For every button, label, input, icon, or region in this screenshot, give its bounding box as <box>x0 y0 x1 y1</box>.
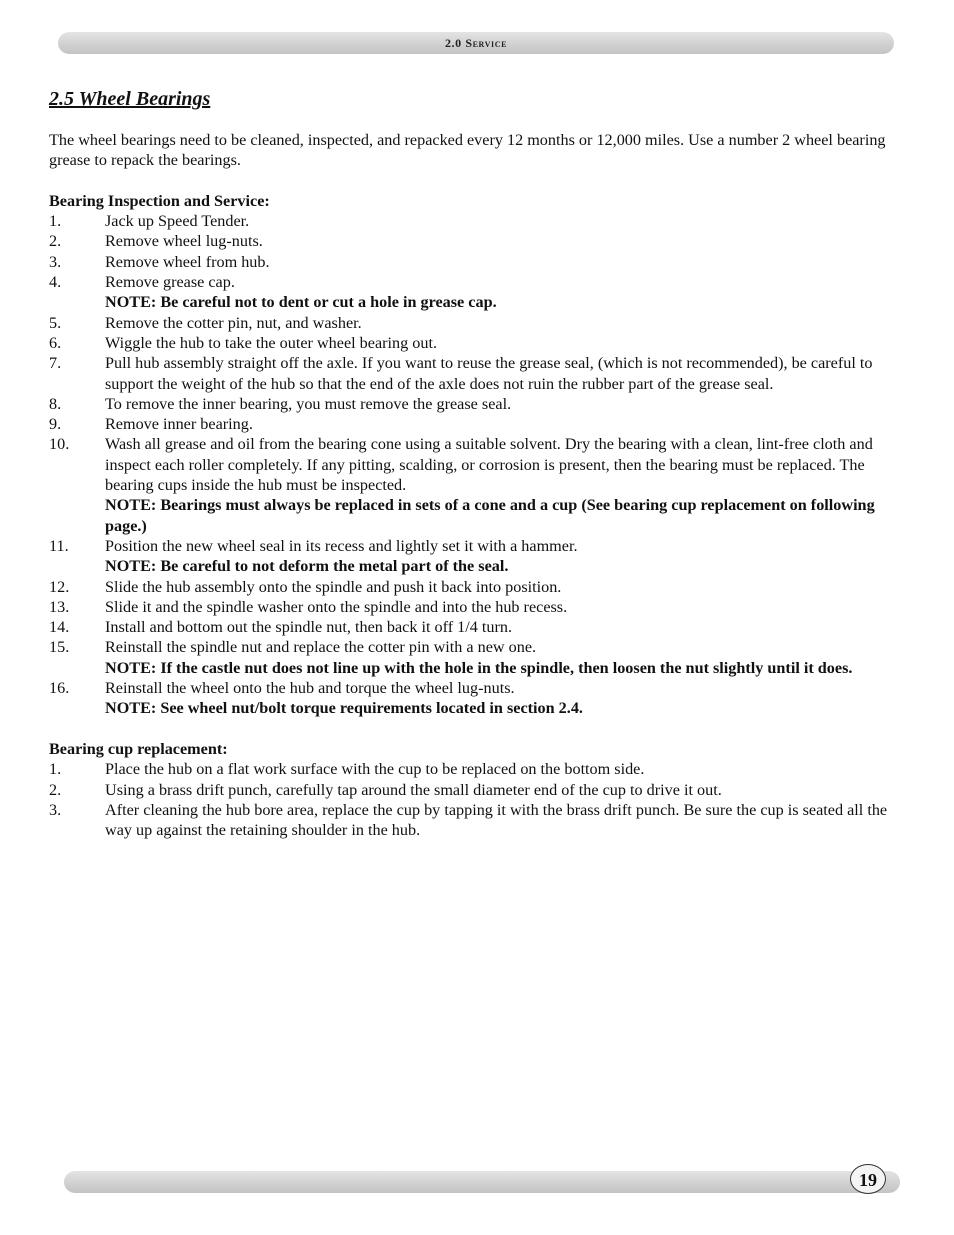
inspection-steps-list <box>49 211 897 718</box>
step-number: 14. <box>49 618 70 637</box>
step-text: Install and bottom out the spindle nut, then back it off 1/4 turn. <box>105 618 513 637</box>
list-item <box>49 780 897 800</box>
list-item <box>49 333 897 353</box>
step-number: 5. <box>49 313 62 332</box>
step-body <box>105 780 897 800</box>
step-number: 13. <box>49 597 70 616</box>
step-number: 6. <box>49 333 62 352</box>
step-text: Remove wheel from hub. <box>105 252 270 271</box>
step-body <box>105 231 897 251</box>
step-note: NOTE: If the castle nut does not line up with the hole in the spindle, then loosen the nut slightly until it does. <box>105 658 853 677</box>
list-item <box>49 759 897 779</box>
list-item <box>49 597 897 617</box>
step-text: Jack up Speed Tender. <box>105 212 250 231</box>
step-number: 3. <box>49 800 62 819</box>
step-number: 12. <box>49 577 70 596</box>
step-number: 10. <box>49 435 70 454</box>
step-text: Place the hub on a flat work surface with the cup to be replaced on the bottom side. <box>105 760 645 779</box>
step-text: Using a brass drift punch, carefully tap around the small diameter end of the cup to drive it out. <box>105 780 722 799</box>
list-item <box>49 313 897 333</box>
cup-replacement-heading: Bearing cup replacement: <box>49 739 228 758</box>
step-body <box>105 637 897 678</box>
intro-paragraph: The wheel bearings need to be cleaned, inspected, and repacked every 12 months or 12,000 miles. Use a number 2 wheel bearing grease to repack the bearings. <box>49 131 886 170</box>
cup-replacement-steps-list <box>49 759 897 840</box>
step-body <box>105 597 897 617</box>
step-body <box>105 313 897 333</box>
step-note: NOTE: See wheel nut/bolt torque requirements located in section 2.4. <box>105 699 583 718</box>
page-number: 19 <box>850 1164 886 1194</box>
step-text: Wiggle the hub to take the outer wheel bearing out. <box>105 333 437 352</box>
step-body <box>105 211 897 231</box>
chapter-title: 2.0 Service <box>444 36 508 50</box>
list-item <box>49 272 897 313</box>
step-number: 15. <box>49 638 70 657</box>
step-text: Remove wheel lug-nuts. <box>105 232 263 251</box>
step-body <box>105 252 897 272</box>
inspection-heading: Bearing Inspection and Service: <box>49 191 270 210</box>
list-item <box>49 353 897 394</box>
list-item <box>49 617 897 637</box>
list-item <box>49 414 897 434</box>
step-number: 2. <box>49 780 62 799</box>
step-body <box>105 678 897 719</box>
step-note: NOTE: Bearings must always be replaced in sets of a cone and a cup (See bearing cup replacement on following page.) <box>105 496 875 535</box>
step-number: 4. <box>49 273 62 292</box>
step-body <box>105 536 897 577</box>
step-text: Remove inner bearing. <box>105 415 253 434</box>
step-body <box>105 353 897 394</box>
list-item <box>49 536 897 577</box>
step-text: Pull hub assembly straight off the axle. If you want to reuse the grease seal, (which is not recommended), be careful to support the weight of the hub so that the end of the axle does not ruin the rubber part of the grease seal. <box>105 354 873 393</box>
step-body <box>105 434 897 535</box>
list-item <box>49 394 897 414</box>
step-text: Slide the hub assembly onto the spindle and push it back into position. <box>105 577 562 596</box>
page-content <box>49 130 897 840</box>
list-item <box>49 434 897 535</box>
step-text: After cleaning the hub bore area, replace the cup by tapping it with the brass drift punch. Be sure the cup is seated all the way up against the retaining shoulder in the hub. <box>105 800 888 840</box>
step-note: NOTE: Be careful not to dent or cut a hole in grease cap. <box>105 293 497 312</box>
list-item <box>49 252 897 272</box>
step-text: Reinstall the spindle nut and replace the cotter pin with a new one. <box>105 638 537 657</box>
step-text: Remove grease cap. <box>105 273 235 292</box>
step-text: Reinstall the wheel onto the hub and torque the wheel lug-nuts. <box>105 679 515 698</box>
step-text: Position the new wheel seal in its recess and lightly set it with a hammer. <box>105 536 578 555</box>
step-number: 3. <box>49 252 62 271</box>
step-body <box>105 333 897 353</box>
step-body <box>105 577 897 597</box>
list-item <box>49 800 897 841</box>
step-text: To remove the inner bearing, you must remove the grease seal. <box>105 394 512 413</box>
step-text: Slide it and the spindle washer onto the spindle and into the hub recess. <box>105 597 568 616</box>
step-number: 2. <box>49 232 62 251</box>
list-item <box>49 231 897 251</box>
step-number: 7. <box>49 354 62 373</box>
step-number: 8. <box>49 394 62 413</box>
step-number: 1. <box>49 760 62 779</box>
step-note: NOTE: Be careful to not deform the metal part of the seal. <box>105 557 509 576</box>
step-body <box>105 394 897 414</box>
list-item <box>49 637 897 678</box>
header-bar <box>58 32 894 54</box>
step-text: Remove the cotter pin, nut, and washer. <box>105 313 362 332</box>
step-body <box>105 272 897 313</box>
step-number: 11. <box>49 536 69 555</box>
spacer <box>49 719 897 739</box>
step-body <box>105 759 897 779</box>
step-number: 9. <box>49 415 62 434</box>
step-body <box>105 800 897 841</box>
step-body <box>105 414 897 434</box>
step-number: 16. <box>49 679 70 698</box>
step-text: Wash all grease and oil from the bearing cone using a suitable solvent. Dry the bearing with a clean, lint-free cloth and inspect each roller completely. If any pitting, scalding, or corrosion is present, then the bearing must be replaced. The bearing cups inside the hub must be inspected. <box>105 435 873 495</box>
list-item <box>49 577 897 597</box>
list-item <box>49 211 897 231</box>
footer-bar <box>64 1171 900 1193</box>
step-number: 1. <box>49 212 62 231</box>
step-body <box>105 617 897 637</box>
list-item <box>49 678 897 719</box>
section-title: 2.5 Wheel Bearings <box>49 88 211 110</box>
